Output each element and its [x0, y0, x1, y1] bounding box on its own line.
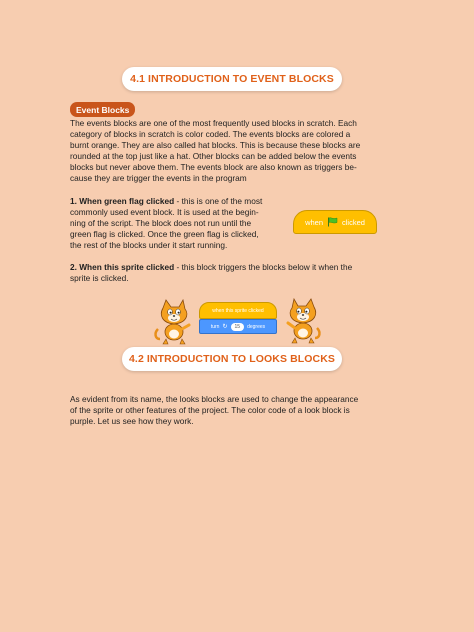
section-heading-event-blocks: 4.1 INTRODUCTION TO EVENT BLOCKS — [122, 67, 342, 91]
text-line: As evident from its name, the looks blocks are used to change the appearance — [70, 394, 359, 404]
when-sprite-clicked-script — [199, 302, 277, 336]
item-label: 2. When this sprite clicked — [70, 262, 175, 272]
looks-blocks-intro — [70, 394, 390, 427]
text-line: cause they are trigger the events in the program — [70, 173, 247, 183]
turn-degrees-block — [199, 319, 277, 334]
turn-label: turn — [210, 323, 220, 330]
turn-value: 15 — [231, 323, 245, 331]
text-line: of the sprite or other features of the project. The color code of a look block is — [70, 405, 350, 415]
text-line: The events blocks are one of the most frequently used blocks in scratch. Each — [70, 118, 357, 128]
text-line: category of blocks in scratch is color coded. The events blocks are colored a — [70, 129, 351, 139]
text-line — [70, 262, 390, 273]
item-text: - this is one of the most — [174, 196, 263, 206]
hat-block-body — [293, 210, 377, 234]
text-line: green flag is clicked. Once the green flag is clicked, — [70, 229, 259, 239]
item-text: - this block triggers the blocks below it when the — [174, 262, 353, 272]
section-heading-looks-blocks: 4.2 INTRODUCTION TO LOOKS BLOCKS — [122, 347, 342, 371]
text-line — [70, 196, 280, 207]
sprite-clicked-description — [70, 262, 390, 284]
rotate-icon: ↻ — [222, 324, 228, 330]
item-label: 1. When green flag clicked — [70, 196, 175, 206]
text-line: ning of the script. The block does not run until the — [70, 218, 252, 228]
text-line: purple. Let us see how they work. — [70, 416, 194, 426]
turn-unit: degrees — [247, 323, 266, 330]
when-sprite-clicked-block: when this sprite clicked — [199, 302, 277, 319]
when-flag-clicked-block — [293, 206, 377, 234]
text-line: blocks but never above them. The events block are also known as triggers be- — [70, 162, 357, 172]
green-flag-description — [70, 196, 280, 251]
scratch-cat-right-illustration — [283, 298, 325, 344]
event-blocks-tag: Event Blocks — [70, 102, 135, 117]
scratch-cat-left-illustration — [152, 299, 194, 345]
text-line: burnt orange. They are also called hat blocks. This is because these blocks are — [70, 140, 361, 150]
text-line: sprite is clicked. — [70, 273, 129, 283]
text-line: the rest of the blocks under it start running. — [70, 240, 228, 250]
green-flag-icon — [327, 217, 338, 227]
text-line: rounded at the top just like a hat. Other blocks can be added below the events — [70, 151, 357, 161]
block-word-clicked: clicked — [342, 217, 365, 227]
event-blocks-intro — [70, 118, 390, 184]
text-line: commonly used event block. It is used at the begin- — [70, 207, 259, 217]
block-word-when: when — [305, 217, 323, 227]
